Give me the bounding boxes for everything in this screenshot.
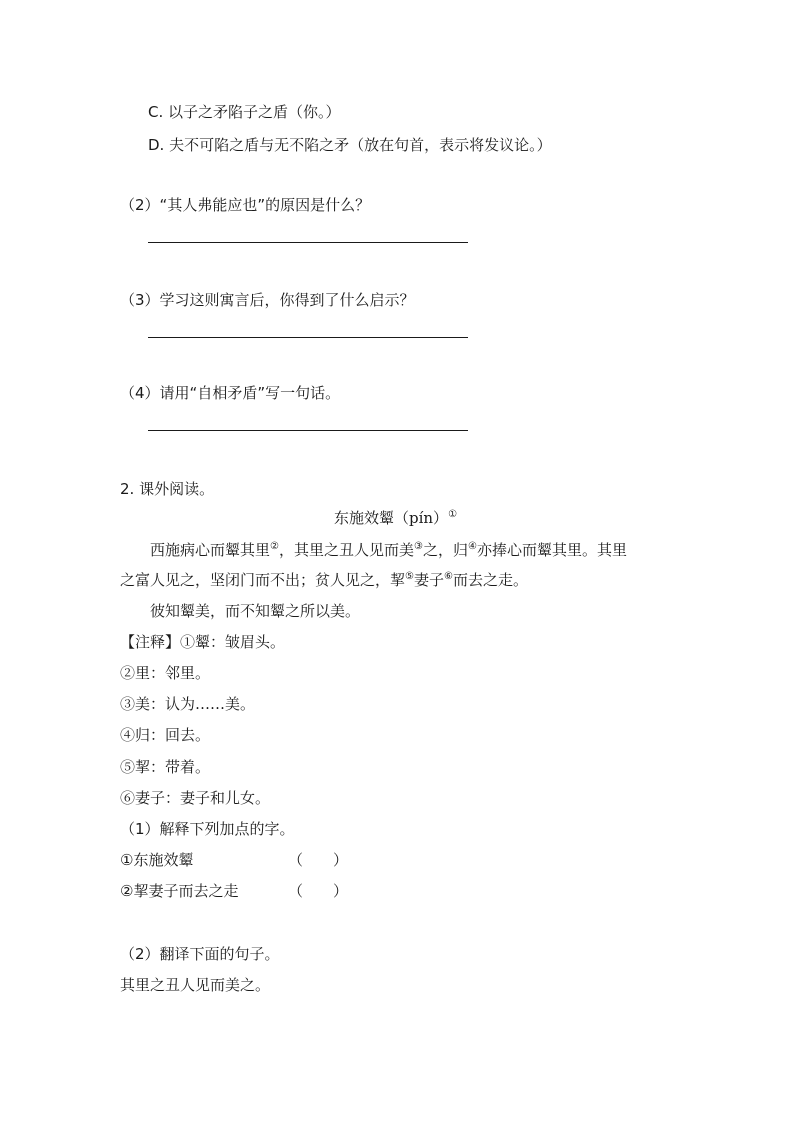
passage-text: 亦捧心而颦其里。其里	[476, 541, 627, 559]
subquestion-1: （1）解释下列加点的字。	[120, 820, 295, 838]
passage-line-1	[150, 540, 627, 560]
translate-sentence: 其里之丑人见而美之。	[120, 976, 271, 994]
passage-line-2	[120, 570, 528, 590]
note-2: ②里：邻里。	[120, 664, 211, 682]
footnote-mark: ②	[270, 541, 279, 552]
word-item-2: ②挈妻子而去之走	[120, 882, 239, 900]
passage-line-3: 彼知颦美，而不知颦之所以美。	[150, 602, 361, 620]
footnote-mark: ⑥	[444, 571, 453, 582]
option-c: C. 以子之矛陷子之盾（你。）	[148, 103, 341, 121]
note-1: 【注释】①颦：皱眉头。	[120, 633, 286, 651]
passage-text: 之，归	[422, 541, 468, 559]
option-d: D. 夫不可陷之盾与无不陷之矛（放在句首，表示将发议论。）	[148, 136, 552, 154]
question-4: （4）请用“自相矛盾”写一句话。	[120, 384, 341, 402]
section-heading: 2. 课外阅读。	[120, 480, 215, 498]
footnote-mark: ⑤	[405, 571, 414, 582]
passage-text: 妻子	[413, 571, 444, 589]
footnote-mark: ④	[467, 541, 477, 552]
passage-text: 之富人见之，坚闭门而不出；贫人见之，挈	[120, 571, 406, 589]
passage-title-text: 东施效颦（pín）	[334, 509, 449, 527]
word-item-1: ①东施效颦	[120, 851, 194, 869]
footnote-mark: ③	[414, 541, 423, 552]
question-3: （3）学习这则寓言后，你得到了什么启示？	[120, 291, 415, 309]
note-3: ③美：认为……美。	[120, 695, 256, 713]
answer-line-3[interactable]	[148, 337, 468, 338]
question-2: （2）“其人弗能应也”的原因是什么？	[120, 196, 371, 214]
passage-title-note: ①	[448, 509, 458, 520]
answer-line-4[interactable]	[148, 430, 468, 431]
passage-text: ，其里之丑人见而美	[278, 541, 414, 559]
passage-text: 而去之走。	[452, 571, 528, 589]
answer-line-2[interactable]	[148, 242, 468, 243]
note-4: ④归：回去。	[120, 726, 211, 744]
note-5: ⑤挈：带着。	[120, 758, 211, 776]
passage-title	[334, 508, 457, 528]
subquestion-2: （2）翻译下面的句子。	[120, 945, 280, 963]
passage-text: 西施病心而颦其里	[150, 541, 271, 559]
answer-blank-1[interactable]: （ ）	[288, 851, 349, 869]
answer-blank-2[interactable]: （ ）	[288, 882, 349, 900]
note-6: ⑥妻子：妻子和儿女。	[120, 789, 271, 807]
